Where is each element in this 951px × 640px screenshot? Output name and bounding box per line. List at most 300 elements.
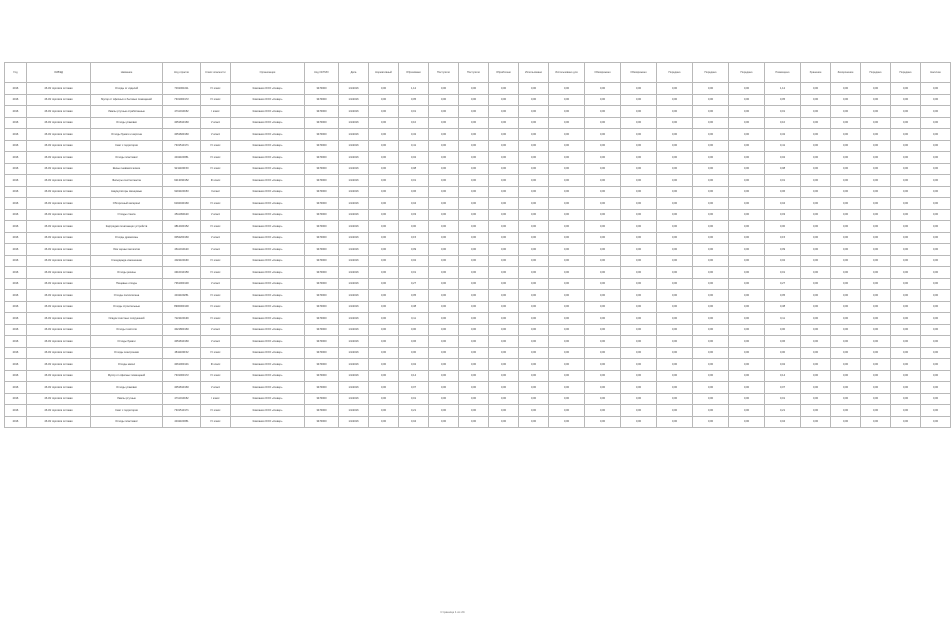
table-cell: 0,00: [459, 416, 489, 428]
table-cell: 0,00: [861, 278, 891, 290]
table-cell: 0,00: [657, 336, 693, 348]
table-cell: 0,01: [399, 267, 429, 279]
table-cell: 0,00: [459, 405, 489, 417]
table-cell: 4051820160: [163, 129, 201, 141]
table-cell: 0,00: [429, 106, 459, 118]
table-cell: 0,00: [549, 416, 585, 428]
table-cell: 0,00: [429, 359, 459, 371]
table-cell: 0,00: [585, 244, 621, 256]
table-cell: Шины пневматические: [91, 163, 163, 175]
table-cell: 0,00: [831, 244, 861, 256]
column-header: Название: [91, 63, 163, 83]
table-cell: 0,00: [831, 94, 861, 106]
table-cell: 7331001011: [163, 83, 201, 95]
table-cell: 3470000: [305, 347, 339, 359]
table-cell: 0,00: [429, 267, 459, 279]
table-cell: 1/1/2016: [339, 336, 369, 348]
table-cell: 46.49 торговля оптовая: [27, 405, 91, 417]
table-cell: 0,00: [891, 267, 921, 279]
table-cell: 0,00: [585, 83, 621, 95]
table-cell: 0,00: [621, 393, 657, 405]
table-cell: Компания ООО «Север»: [231, 382, 305, 394]
table-cell: 0,00: [861, 198, 891, 210]
table-cell: Компания ООО «Север»: [231, 324, 305, 336]
table-cell: 2016: [5, 175, 27, 187]
table-cell: 0,00: [801, 152, 831, 164]
table-cell: 0,00: [519, 244, 549, 256]
table-cell: 0,00: [831, 301, 861, 313]
table-cell: 0,00: [369, 313, 399, 325]
table-cell: 0,00: [891, 163, 921, 175]
table-cell: 3470000: [305, 313, 339, 325]
table-cell: 0,00: [729, 152, 765, 164]
table-cell: 0,00: [921, 117, 951, 129]
table-cell: 1/1/2016: [339, 278, 369, 290]
table-cell: 1/1/2016: [339, 129, 369, 141]
table-cell: V класс: [201, 232, 231, 244]
table-cell: 0,00: [729, 267, 765, 279]
table-cell: 0,00: [765, 347, 801, 359]
table-cell: 0,00: [861, 313, 891, 325]
table-cell: 46.49 торговля оптовая: [27, 416, 91, 428]
table-cell: 0,00: [519, 416, 549, 428]
table-cell: Компания ООО «Север»: [231, 405, 305, 417]
table-cell: 0,00: [729, 244, 765, 256]
table-cell: 0,02: [399, 255, 429, 267]
table-cell: 0,00: [831, 117, 861, 129]
table-cell: 0,00: [831, 106, 861, 118]
table-cell: 0,00: [519, 382, 549, 394]
table-cell: 0,00: [489, 324, 519, 336]
table-cell: 0,00: [861, 163, 891, 175]
table-cell: 46.49 торговля оптовая: [27, 359, 91, 371]
table-cell: 0,00: [459, 347, 489, 359]
table-cell: 0,00: [891, 347, 921, 359]
table-cell: 4051810160: [163, 382, 201, 394]
table-cell: 0,00: [891, 198, 921, 210]
table-cell: Компания ООО «Север»: [231, 255, 305, 267]
table-cell: 0,41: [765, 140, 801, 152]
table-cell: 0,00: [657, 393, 693, 405]
table-cell: 4611010120: [163, 244, 201, 256]
table-cell: 0,00: [831, 359, 861, 371]
table-row: [5, 255, 951, 267]
table-cell: 0,00: [459, 186, 489, 198]
table-cell: 0,00: [585, 198, 621, 210]
table-cell: IV класс: [201, 152, 231, 164]
table-cell: 0,00: [861, 359, 891, 371]
table-cell: 0,00: [429, 405, 459, 417]
table-cell: 0,00: [519, 290, 549, 302]
table-cell: 0,00: [549, 106, 585, 118]
table-cell: 0,00: [585, 405, 621, 417]
table-row: [5, 232, 951, 244]
table-cell: 0,00: [621, 313, 657, 325]
table-cell: 0,00: [489, 255, 519, 267]
table-cell: 0,00: [861, 175, 891, 187]
table-cell: 0,00: [585, 163, 621, 175]
table-cell: 1,12: [399, 83, 429, 95]
table-row: [5, 209, 951, 221]
table-cell: 0,00: [861, 267, 891, 279]
table-row: [5, 370, 951, 382]
table-cell: 0,00: [801, 186, 831, 198]
table-cell: 0,00: [891, 232, 921, 244]
table-cell: 0,00: [657, 232, 693, 244]
table-cell: 1/1/2016: [339, 290, 369, 302]
table-cell: 2016: [5, 267, 27, 279]
table-cell: 0,00: [831, 152, 861, 164]
table-cell: 0,00: [549, 129, 585, 141]
table-row: [5, 152, 951, 164]
table-cell: 46.49 торговля оптовая: [27, 382, 91, 394]
table-cell: IV класс: [201, 313, 231, 325]
table-cell: 0,00: [921, 347, 951, 359]
table-cell: 0,00: [693, 301, 729, 313]
table-cell: 0,00: [429, 186, 459, 198]
table-cell: 0,00: [891, 209, 921, 221]
table-cell: 0,00: [429, 232, 459, 244]
table-cell: 0,00: [489, 290, 519, 302]
table-cell: 0,00: [489, 152, 519, 164]
table-cell: 0,00: [801, 209, 831, 221]
table-cell: 0,00: [729, 290, 765, 302]
table-cell: 0,15: [399, 232, 429, 244]
table-cell: 0,00: [549, 313, 585, 325]
table-cell: 0,00: [549, 278, 585, 290]
table-cell: 0,38: [399, 301, 429, 313]
table-cell: 0,14: [765, 370, 801, 382]
table-cell: 1/1/2016: [339, 106, 369, 118]
table-cell: 0,00: [861, 405, 891, 417]
table-cell: 0,00: [801, 232, 831, 244]
table-cell: 0,00: [861, 129, 891, 141]
table-cell: 0,00: [831, 175, 861, 187]
table-cell: 0,00: [429, 278, 459, 290]
table-cell: 46.49 торговля оптовая: [27, 221, 91, 233]
table-cell: 0,00: [621, 382, 657, 394]
table-cell: V класс: [201, 117, 231, 129]
table-cell: 0,00: [831, 209, 861, 221]
table-cell: 0,00: [891, 359, 921, 371]
table-cell: 0,00: [891, 393, 921, 405]
table-cell: 0,00: [921, 324, 951, 336]
table-cell: Компания ООО «Север»: [231, 140, 305, 152]
table-cell: 0,00: [585, 393, 621, 405]
table-cell: 3470000: [305, 290, 339, 302]
table-cell: 0,00: [891, 278, 921, 290]
table-cell: 2016: [5, 393, 27, 405]
table-cell: 0,00: [921, 301, 951, 313]
table-cell: 0,00: [585, 255, 621, 267]
table-cell: 0,00: [369, 152, 399, 164]
table-cell: 0,00: [657, 416, 693, 428]
table-cell: 46.49 торговля оптовая: [27, 393, 91, 405]
table-cell: 0,00: [693, 278, 729, 290]
table-cell: 1,12: [765, 83, 801, 95]
table-cell: 0,00: [459, 301, 489, 313]
table-cell: 46.49 торговля оптовая: [27, 198, 91, 210]
table-cell: 0,00: [519, 152, 549, 164]
table-cell: 0,00: [489, 83, 519, 95]
table-cell: Компания ООО «Север»: [231, 232, 305, 244]
table-cell: 0,01: [765, 393, 801, 405]
table-cell: 0,00: [891, 324, 921, 336]
table-cell: 0,00: [831, 290, 861, 302]
table-cell: 0,00: [549, 324, 585, 336]
table-cell: 0,00: [585, 175, 621, 187]
column-header: Класс опасности: [201, 63, 231, 83]
table-cell: 0,01: [399, 393, 429, 405]
table-cell: 0,00: [831, 336, 861, 348]
table-cell: 0,32: [765, 129, 801, 141]
table-cell: 1/1/2016: [339, 175, 369, 187]
table-cell: Отходы резины: [91, 267, 163, 279]
table-cell: 0,00: [621, 405, 657, 417]
table-cell: 0,00: [831, 255, 861, 267]
table-cell: 1/1/2016: [339, 359, 369, 371]
table-cell: 0,00: [429, 416, 459, 428]
table-cell: 9213030152: [163, 175, 201, 187]
table-cell: 0,00: [693, 129, 729, 141]
table-cell: 0,00: [519, 198, 549, 210]
table-cell: 3470000: [305, 301, 339, 313]
table-cell: 46.49 торговля оптовая: [27, 278, 91, 290]
table-cell: 0,00: [369, 324, 399, 336]
table-cell: 0,00: [489, 301, 519, 313]
table-cell: 46.49 торговля оптовая: [27, 106, 91, 118]
table-cell: 0,00: [657, 221, 693, 233]
table-row: [5, 416, 951, 428]
table-cell: Отходы древесины: [91, 232, 163, 244]
table-cell: 46.49 торговля оптовая: [27, 94, 91, 106]
table-cell: 3470000: [305, 278, 339, 290]
table-cell: Отходы бумаги и картона: [91, 129, 163, 141]
table-cell: 0,01: [765, 175, 801, 187]
table-cell: 0,41: [399, 140, 429, 152]
table-cell: 0,00: [831, 324, 861, 336]
table-cell: 3470000: [305, 129, 339, 141]
table-cell: 0,00: [621, 209, 657, 221]
table-cell: 0,00: [831, 221, 861, 233]
table-cell: 0,00: [489, 347, 519, 359]
table-cell: 1/1/2016: [339, 140, 369, 152]
table-cell: 0,00: [519, 232, 549, 244]
table-cell: 1/1/2016: [339, 244, 369, 256]
table-cell: 3470000: [305, 83, 339, 95]
table-cell: Лампы ртутные: [91, 393, 163, 405]
table-cell: 0,00: [459, 163, 489, 175]
table-cell: 0,00: [693, 347, 729, 359]
table-cell: 0,00: [921, 175, 951, 187]
table-cell: 46.49 торговля оптовая: [27, 267, 91, 279]
table-cell: 7221100139: [163, 313, 201, 325]
table-cell: 0,00: [585, 152, 621, 164]
table-cell: 0,00: [831, 198, 861, 210]
table-cell: 2016: [5, 117, 27, 129]
table-cell: 0,04: [399, 198, 429, 210]
table-cell: Компания ООО «Север»: [231, 163, 305, 175]
table-cell: 0,00: [459, 290, 489, 302]
table-cell: 0,00: [369, 175, 399, 187]
table-cell: 3470000: [305, 336, 339, 348]
table-cell: 0,00: [369, 232, 399, 244]
table-cell: 0,00: [519, 347, 549, 359]
table-cell: 0,01: [399, 106, 429, 118]
table-cell: 0,00: [921, 140, 951, 152]
table-cell: 0,00: [489, 94, 519, 106]
column-header: Использовано для: [549, 63, 585, 83]
table-cell: 0,00: [621, 244, 657, 256]
table-cell: 0,00: [861, 232, 891, 244]
table-cell: 0,00: [657, 382, 693, 394]
table-cell: Компания ООО «Север»: [231, 186, 305, 198]
table-cell: 0,05: [399, 94, 429, 106]
table-cell: II класс: [201, 186, 231, 198]
table-cell: 0,00: [459, 221, 489, 233]
table-cell: 0,00: [657, 324, 693, 336]
table-cell: 0,00: [519, 106, 549, 118]
table-cell: 0,00: [861, 186, 891, 198]
column-header: Использовано: [519, 63, 549, 83]
table-cell: 0,00: [801, 129, 831, 141]
table-cell: 0,00: [831, 405, 861, 417]
table-cell: 3470000: [305, 370, 339, 382]
table-cell: 4051810160: [163, 336, 201, 348]
table-row: [5, 301, 951, 313]
table-cell: 3470000: [305, 359, 339, 371]
table-cell: 0,00: [369, 186, 399, 198]
table-cell: 0,00: [693, 370, 729, 382]
table-cell: 0,00: [921, 232, 951, 244]
column-header: Наличие: [921, 63, 951, 83]
table-cell: 0,00: [921, 393, 951, 405]
table-cell: 0,00: [831, 232, 861, 244]
table-cell: 0,00: [459, 255, 489, 267]
table-cell: 0,00: [921, 359, 951, 371]
table-cell: 0,00: [585, 382, 621, 394]
table-cell: Компания ООО «Север»: [231, 106, 305, 118]
table-cell: 0,00: [657, 94, 693, 106]
table-cell: 0,00: [369, 94, 399, 106]
table-cell: 0,00: [459, 94, 489, 106]
table-cell: 0,00: [861, 117, 891, 129]
table-cell: 0,00: [489, 336, 519, 348]
table-cell: 0,00: [519, 186, 549, 198]
table-cell: Отходы строительные: [91, 301, 163, 313]
table-cell: 0,00: [489, 232, 519, 244]
table-cell: 0,00: [891, 382, 921, 394]
table-cell: 9192040160: [163, 198, 201, 210]
table-cell: 0,00: [369, 255, 399, 267]
table-cell: 1/1/2016: [339, 232, 369, 244]
table-cell: 0,00: [693, 405, 729, 417]
table-cell: 0,04: [765, 198, 801, 210]
table-cell: 0,00: [831, 382, 861, 394]
table-cell: 0,00: [621, 94, 657, 106]
table-cell: 3470000: [305, 382, 339, 394]
table-cell: 0,00: [585, 324, 621, 336]
table-cell: Компания ООО «Север»: [231, 347, 305, 359]
table-cell: 0,00: [549, 244, 585, 256]
table-cell: 0,00: [369, 163, 399, 175]
table-row: [5, 267, 951, 279]
table-cell: 0,00: [549, 175, 585, 187]
table-cell: 0,00: [921, 313, 951, 325]
table-cell: 4341100251: [163, 290, 201, 302]
table-cell: V класс: [201, 244, 231, 256]
table-cell: 0,00: [693, 416, 729, 428]
table-cell: 0,05: [765, 94, 801, 106]
table-cell: 46.49 торговля оптовая: [27, 209, 91, 221]
table-cell: IV класс: [201, 140, 231, 152]
table-cell: 0,00: [519, 405, 549, 417]
column-header: Обезврежено: [621, 63, 657, 83]
table-cell: 0,00: [921, 255, 951, 267]
table-cell: 0,00: [921, 163, 951, 175]
table-cell: 0,05: [765, 290, 801, 302]
table-cell: 2016: [5, 152, 27, 164]
table-row: [5, 83, 951, 95]
table-cell: Компания ООО «Север»: [231, 278, 305, 290]
table-cell: 0,00: [861, 382, 891, 394]
table-cell: 0,00: [459, 244, 489, 256]
table-cell: 0,00: [621, 152, 657, 164]
table-cell: 0,00: [891, 186, 921, 198]
table-cell: 0,00: [801, 347, 831, 359]
table-cell: V класс: [201, 382, 231, 394]
table-cell: 0,00: [429, 175, 459, 187]
table-cell: 0,00: [489, 382, 519, 394]
table-cell: 0,21: [765, 405, 801, 417]
table-cell: 0,00: [801, 163, 831, 175]
table-cell: 0,00: [369, 336, 399, 348]
table-cell: Отходы стекла: [91, 209, 163, 221]
table-cell: Смет с территории: [91, 405, 163, 417]
table-cell: 0,08: [765, 163, 801, 175]
table-cell: 0,00: [489, 163, 519, 175]
table-cell: 7331000172: [163, 94, 201, 106]
table-cell: 0,00: [729, 382, 765, 394]
table-cell: 46.49 торговля оптовая: [27, 313, 91, 325]
column-header: Организация: [231, 63, 305, 83]
table-cell: 7331510171: [163, 405, 201, 417]
table-cell: Компания ООО «Север»: [231, 83, 305, 95]
table-cell: 0,00: [693, 313, 729, 325]
table-cell: 0,00: [657, 255, 693, 267]
table-cell: 46.49 торговля оптовая: [27, 301, 91, 313]
table-cell: 0,00: [429, 94, 459, 106]
table-cell: 0,00: [519, 313, 549, 325]
table-cell: 0,00: [549, 198, 585, 210]
table-cell: 0,27: [765, 278, 801, 290]
table-cell: 0,00: [429, 324, 459, 336]
table-cell: 0,00: [369, 267, 399, 279]
table-cell: 0,00: [429, 209, 459, 221]
table-cell: 0,00: [489, 117, 519, 129]
table-cell: 0,00: [693, 221, 729, 233]
table-cell: 0,00: [801, 405, 831, 417]
table-cell: 0,00: [369, 359, 399, 371]
table-cell: Отходы упаковки: [91, 382, 163, 394]
table-cell: 0,00: [621, 370, 657, 382]
table-cell: 0,00: [369, 198, 399, 210]
table-cell: 0,00: [621, 106, 657, 118]
table-cell: 0,00: [729, 278, 765, 290]
table-cell: 0,00: [621, 416, 657, 428]
table-cell: 4511090120: [163, 209, 201, 221]
table-cell: Компания ООО «Север»: [231, 313, 305, 325]
